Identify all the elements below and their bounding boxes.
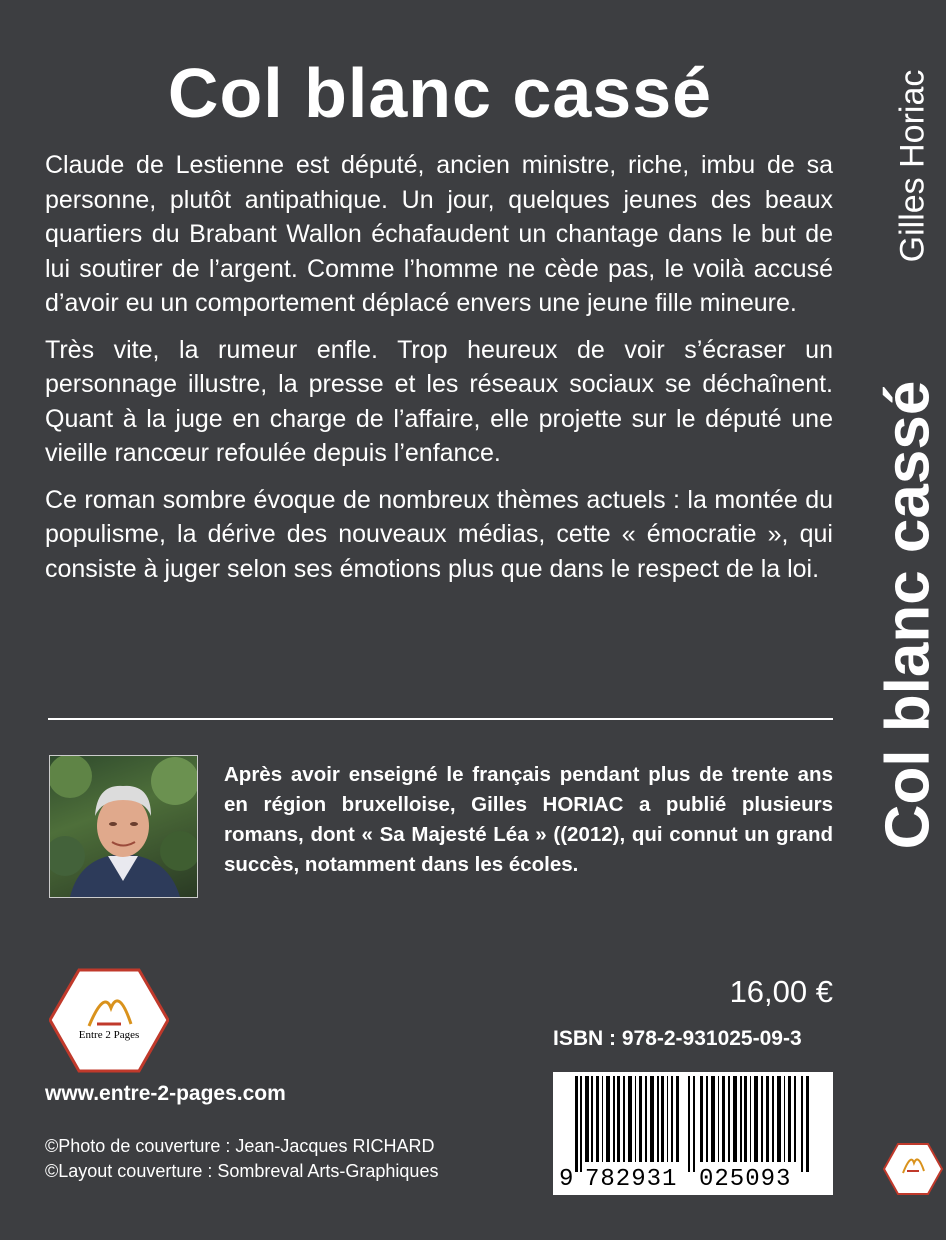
author-photo: [49, 755, 198, 898]
spine-author-text: Gilles Horiac: [893, 69, 932, 263]
isbn: ISBN : 978-2-931025-09-3: [553, 1027, 802, 1050]
price: 16,00 €: [729, 974, 833, 1009]
spine-title-text: Col blanc cassé: [873, 380, 943, 850]
layout-credit: ©Layout couverture : Sombreval Arts-Graphiques: [45, 1161, 439, 1181]
barcode-bars: [553, 1072, 833, 1172]
spine-title: [870, 380, 946, 850]
author-portrait-image: [50, 756, 197, 897]
photo-credit: ©Photo de couverture : Jean-Jacques RICHARD: [45, 1136, 435, 1156]
blurb-paragraph: Très vite, la rumeur enfle. Trop heureux de voir s’écraser un personnage illustre, la presse et les réseaux sociaux se déchaînent. Quant à la juge en charge de l’affaire, elle projette sur le député une vieille rancœur refoulée depuis l’enfance.: [45, 335, 833, 467]
barcode-group-2: 025093: [699, 1166, 792, 1193]
publisher-logo-text: Entre 2 Pages: [78, 1029, 140, 1041]
author-bio: Après avoir enseigné le français pendant plus de trente ans en région bruxelloise, Gilles HORIAC a publié plusieurs romans, dont « Sa Majesté Léa » ((2012), qui connut un grand succès, notamment dans les écoles.: [224, 763, 833, 876]
back-cover-blurb: [45, 148, 833, 598]
blurb-paragraph: Claude de Lestienne est député, ancien ministre, riche, imbu de sa personne, plutôt antipathique. Un jour, quelques jeunes des beaux quartiers du Brabant Wallon échafaudent un chantage dans le but de lui soutirer de l’argent. Comme l’homme ne cède pas, le voilà accusé d’avoir eu un comportement déplacé envers une jeune fille mineure.: [45, 151, 833, 317]
barcode: [553, 1072, 833, 1195]
publisher-website[interactable]: www.entre-2-pages.com: [45, 1082, 286, 1105]
credits: [45, 1134, 438, 1184]
barcode-lead-digit: 9: [559, 1166, 574, 1193]
book-title: Col blanc cassé: [167, 54, 713, 132]
divider: [48, 718, 833, 720]
spine-publisher-logo: [883, 1143, 943, 1195]
blurb-paragraph: Ce roman sombre évoque de nombreux thèmes actuels : la montée du populisme, la dérive des nouveaux médias, cette « émocratie », qui consiste à juger selon ses émotions plus que dans le respect de la loi.: [45, 485, 833, 583]
spine-author: [880, 66, 946, 266]
publisher-logo: [49, 968, 169, 1073]
barcode-group-1: 782931: [585, 1166, 678, 1193]
